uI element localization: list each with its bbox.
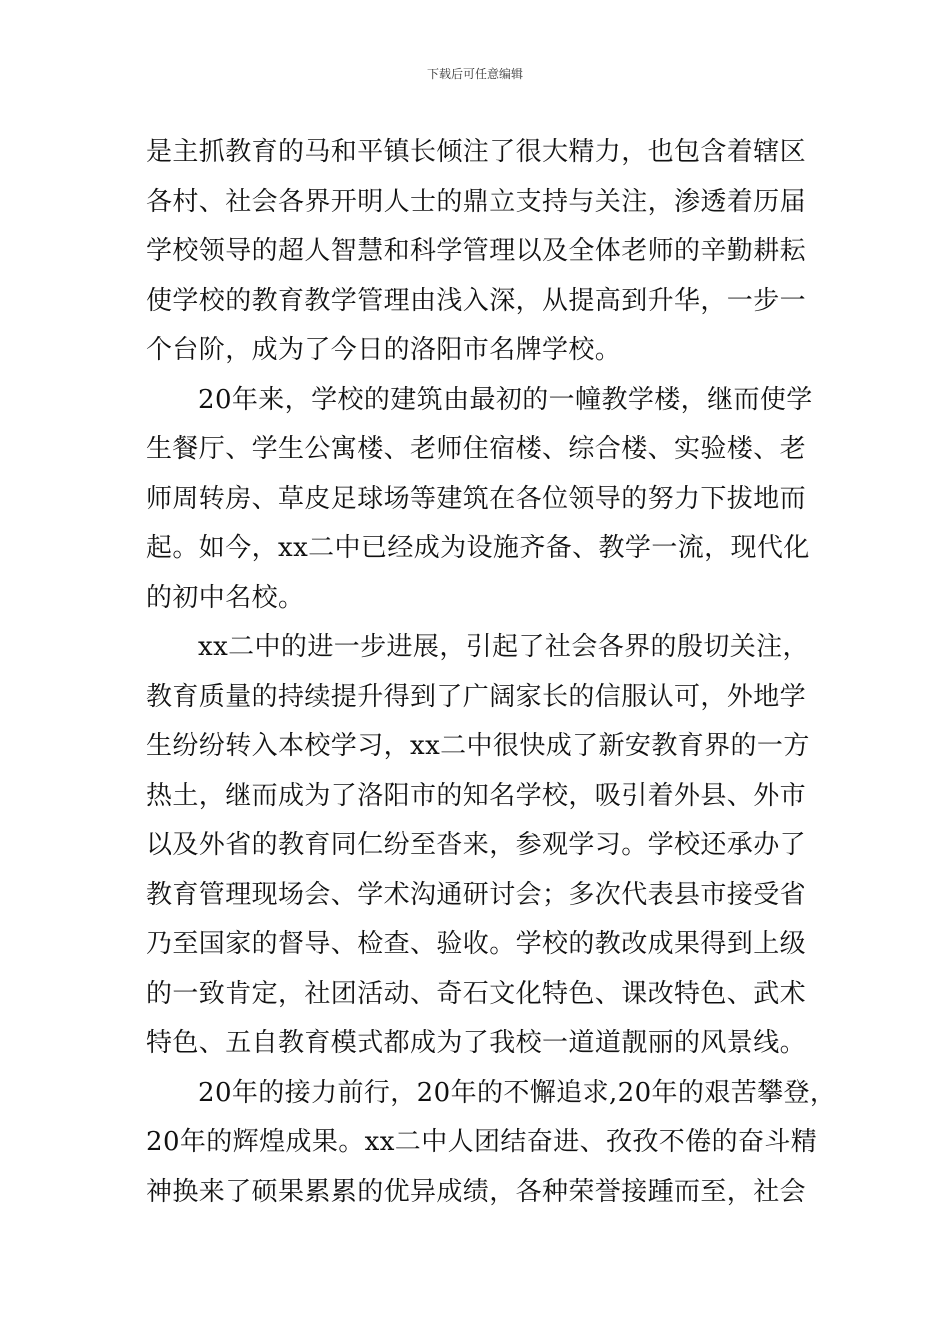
body-text-line: 20年的接力前行，20年的不懈追求,20年的艰苦攀登， <box>198 1077 837 1108</box>
body-text-line: 特色、五自教育模式都成为了我校一道道靓丽的风景线。 <box>146 1028 807 1058</box>
body-text-line: xx二中的进一步进展，引起了社会各界的殷切关注， <box>198 632 809 662</box>
document-body <box>146 128 837 1217</box>
body-text-line: 生纷纷转入本校学习，xx二中很快成了新安教育界的一方 <box>146 731 810 761</box>
body-text-line: 的初中名校。 <box>146 582 305 613</box>
body-text-line: 起。如今，xx二中已经成为设施齐备、教学一流，现代化 <box>146 533 810 563</box>
body-text-line: 神换来了硕果累累的优异成绩，各种荣誉接踵而至，社会 <box>146 1176 807 1207</box>
body-text-line: 使学校的教育教学管理由浅入深，从提高到升华，一步一 <box>146 285 807 316</box>
body-text-line: 个台阶，成为了今日的洛阳市名牌学校。 <box>146 335 622 365</box>
body-text-line: 教育质量的持续提升得到了广阔家长的信服认可，外地学 <box>146 681 807 712</box>
body-text-line: 学校领导的超人智慧和科学管理以及全体老师的辛勤耕耘 <box>146 236 807 266</box>
body-text-line: 教育管理现场会、学术沟通研讨会；多次代表县市接受省 <box>146 879 807 910</box>
body-text-line: 20年的辉煌成果。xx二中人团结奋进、孜孜不倦的奋斗精 <box>146 1127 818 1157</box>
body-text-line: 20年来，学校的建筑由最初的一幢教学楼，继而使学 <box>198 384 813 415</box>
body-text-line: 热土，继而成为了洛阳市的知名学校，吸引着外县、外市 <box>146 780 807 811</box>
body-text-line: 是主抓教育的马和平镇长倾注了很大精力，也包含着辖区 <box>146 137 807 167</box>
body-text-line: 各村、社会各界开明人士的鼎立支持与关注，渗透着历届 <box>146 186 807 217</box>
body-text-line: 师周转房、草皮足球场等建筑在各位领导的努力下拔地而 <box>146 483 807 514</box>
body-text-line: 的一致肯定，社团活动、奇石文化特色、课改特色、武术 <box>146 978 807 1009</box>
body-text-line: 生餐厅、学生公寓楼、老师住宿楼、综合楼、实验楼、老 <box>146 434 807 464</box>
page-header: 下载后可任意编辑 <box>426 67 523 81</box>
body-text-line: 乃至国家的督导、检查、验收。学校的教改成果得到上级 <box>146 929 807 959</box>
body-text-line: 以及外省的教育同仁纷至沓来，参观学习。学校还承办了 <box>146 830 807 860</box>
